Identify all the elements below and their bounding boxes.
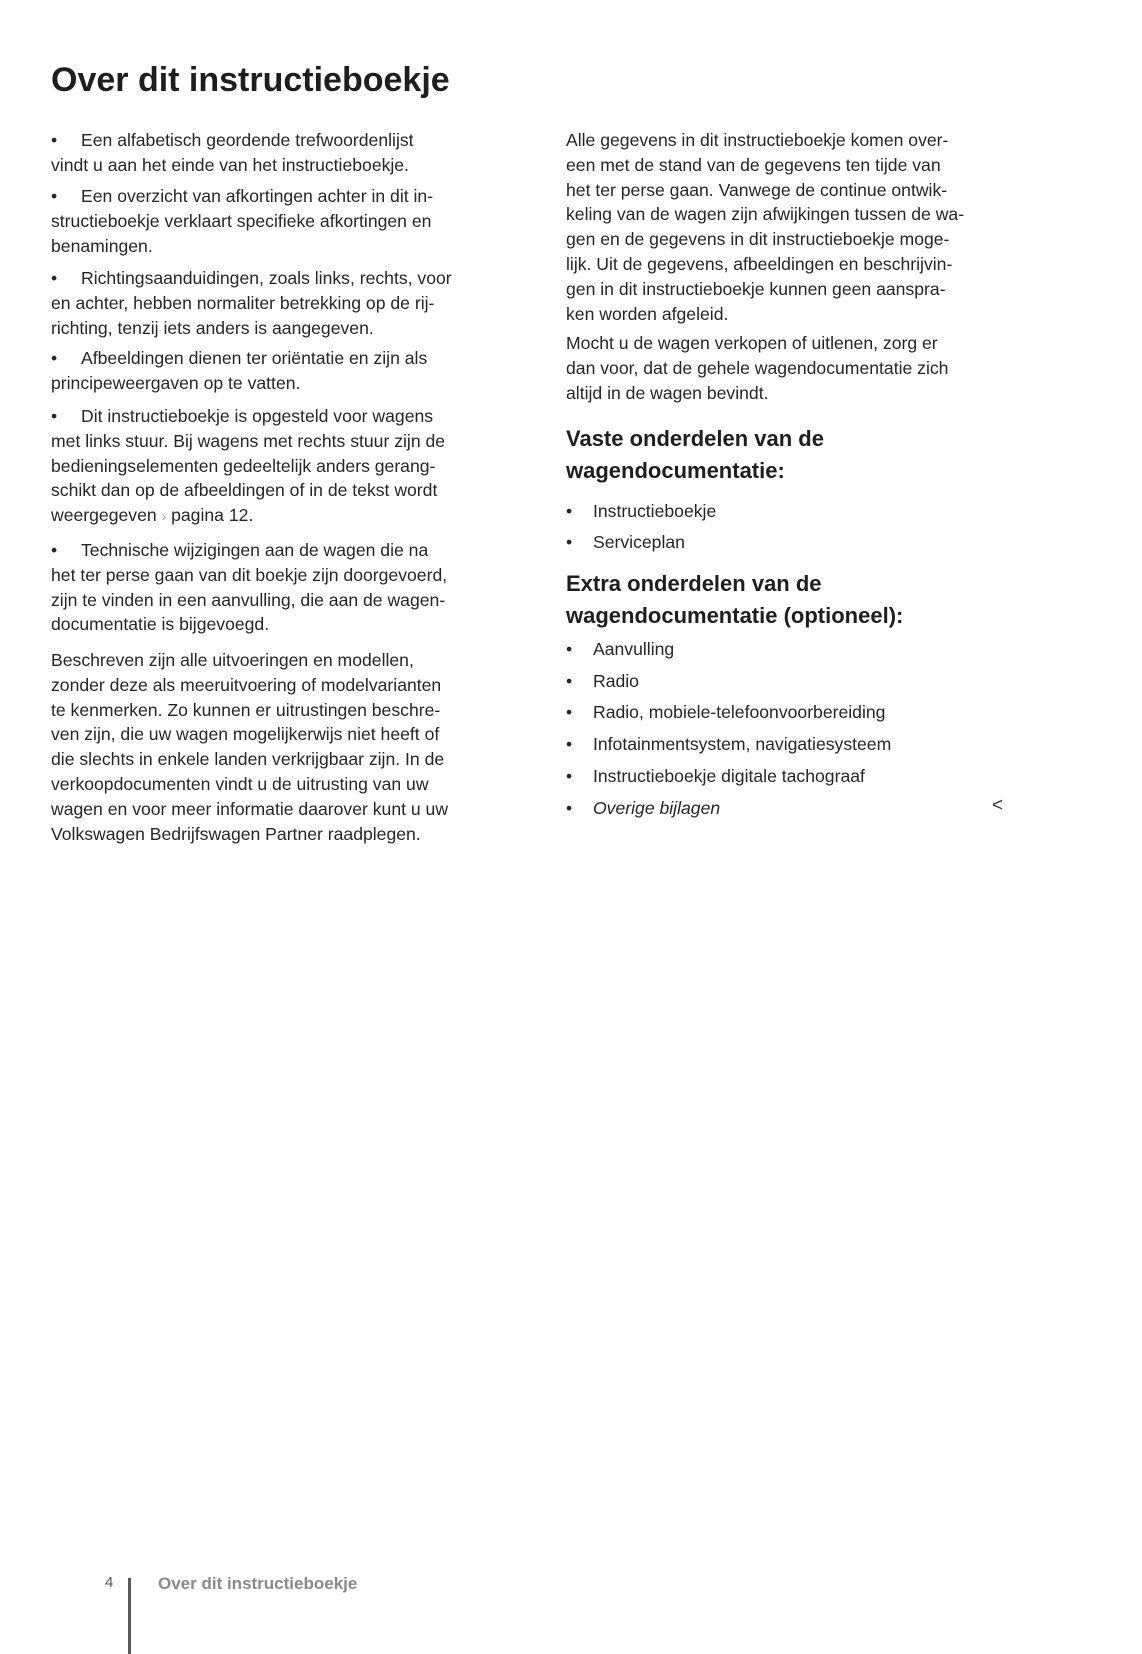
body-paragraph: Alle gegevens in dit instructieboekje komen over- een met de stand van de gegevens ten tijde van het ter perse gaan. Vanwege de continue ontwik- keling van de wagen zijn afwijkingen tussen de wa- gen en de gegevens in dit instructieboekje moge- lijk. Uit de gegevens, afbeeldingen en beschrijvin- gen in dit instructieboekje kunnen geen aanspra- ken worden afgeleid. — [566, 130, 965, 324]
body-paragraph: Beschreven zijn alle uitvoeringen en modellen, zonder deze als meeruitvoering of modelvarianten te kenmerken. Zo kunnen er uitrustingen beschre- ven zijn, die uw wagen mogelijkerwijs niet heeft of die slechts in enkele landen verkrijgbaar zijn. In de verkoopdocumenten vindt u de uitrusting van uw wagen en voor meer informatie daarover kunt u uw Volkswagen Bedrijfswagen Partner raadplegen. — [51, 650, 449, 844]
cross-reference-arrow-icon: › — [161, 508, 167, 525]
section-heading-fixed: Vaste onderdelen van de wagendocumentatie: — [566, 426, 824, 483]
bullet-icon: • — [51, 130, 58, 150]
bullet-paragraph: • Dit instructieboekje is opgesteld voor wagens met links stuur. Bij wagens met rechts stuur zijn de bedieningselementen gedeeltelijk anders gerang- schikt dan op de afbeeldingen of in de tekst wordt weergegeven › pagina 12. — [51, 406, 446, 526]
section-heading-extra: Extra onderdelen van de wagendocumentatie (optioneel): — [566, 571, 904, 628]
bullet-paragraph: • Technische wijzigingen aan de wagen die na het ter perse gaan van dit boekje zijn doorgevoerd, zijn te vinden in een aanvulling, die aan de wagen- documentatie is bijgevoegd. — [51, 540, 448, 635]
bullet-icon: • — [51, 540, 58, 560]
list-item: • Instructieboekje digitale tachograaf — [566, 766, 865, 786]
bullet-paragraph: • Richtingsaanduidingen, zoals links, rechts, voor en achter, hebben normaliter betrekking op de rij- richting, tenzij iets anders is aangegeven. — [51, 268, 452, 338]
page-reference-link[interactable]: pagina 12. — [171, 505, 254, 526]
section-end-mark-icon: < — [992, 795, 1004, 816]
bullet-paragraph: • Een alfabetisch geordende trefwoordenlijst vindt u aan het einde van het instructieboekje. — [51, 130, 414, 175]
body-paragraph: Mocht u de wagen verkopen of uitlenen, zorg er dan voor, dat de gehele wagendocumentatie zich altijd in de wagen bevindt. — [566, 333, 949, 403]
bullet-icon: • — [566, 766, 573, 786]
bullet-icon: • — [51, 348, 58, 368]
bullet-icon: • — [51, 268, 58, 288]
page-title: Over dit instructieboekje — [51, 61, 450, 99]
bullet-icon: • — [566, 798, 573, 818]
list-item: • Instructieboekje — [566, 501, 717, 521]
bullet-icon: • — [51, 186, 58, 206]
list-item: • Overige bijlagen — [566, 798, 721, 818]
bullet-icon: • — [566, 734, 573, 754]
bullet-icon: • — [566, 702, 573, 722]
bullet-icon: • — [566, 501, 573, 521]
footer-divider — [128, 1578, 131, 1654]
list-item: • Aanvulling — [566, 639, 675, 659]
bullet-paragraph: • Afbeeldingen dienen ter oriëntatie en zijn als principeweergaven op te vatten. — [51, 348, 428, 393]
bullet-icon: • — [566, 671, 573, 691]
list-item: • Radio — [566, 671, 639, 691]
bullet-paragraph: • Een overzicht van afkortingen achter in dit in- structieboekje verklaart specifieke afkortingen en benamingen. — [51, 186, 434, 256]
bullet-icon: • — [566, 532, 573, 552]
bullet-icon: • — [51, 406, 58, 426]
list-item: • Radio, mobiele-telefoonvoorbereiding — [566, 702, 886, 722]
footer-section-title: Over dit instructieboekje — [158, 1574, 358, 1593]
page-number: 4 — [105, 1574, 114, 1591]
list-item: • Serviceplan — [566, 532, 685, 552]
list-item: • Infotainmentsystem, navigatiesysteem — [566, 734, 892, 754]
bullet-icon: • — [566, 639, 573, 659]
